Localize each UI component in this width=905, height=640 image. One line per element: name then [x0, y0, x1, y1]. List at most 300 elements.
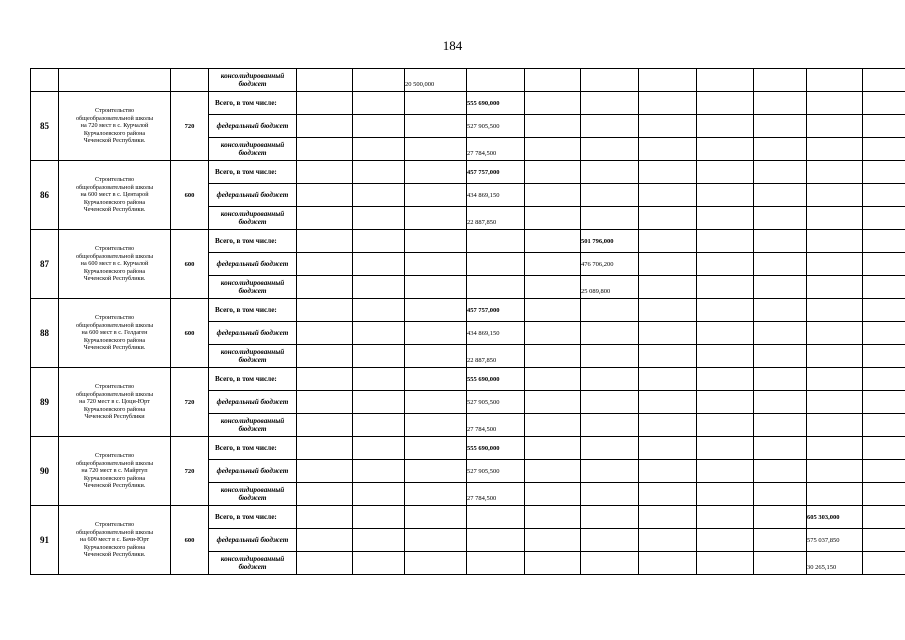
budget-label: консолидированный бюджет	[209, 138, 297, 161]
empty-cell	[697, 345, 754, 368]
empty-cell	[405, 437, 467, 460]
empty-cell	[353, 391, 405, 414]
empty-cell	[697, 92, 754, 115]
empty-cell	[863, 161, 905, 184]
empty-cell	[525, 483, 581, 506]
empty-cell	[581, 184, 639, 207]
empty-cell	[297, 391, 353, 414]
empty-cell	[405, 276, 467, 299]
empty-cell	[581, 138, 639, 161]
project-name-line: Курчалоевского района	[83, 267, 146, 275]
empty-cell	[405, 529, 467, 552]
project-name-line: Чеченской Республики.	[83, 275, 146, 283]
empty-cell	[863, 322, 905, 345]
project-name-line: Строительство	[94, 314, 135, 322]
empty-cell	[353, 299, 405, 322]
amount-cell: 22 887,850	[467, 345, 525, 368]
empty-cell	[697, 552, 754, 575]
budget-label: консолидированный бюджет	[209, 69, 297, 92]
empty-cell	[525, 299, 581, 322]
empty-cell	[697, 506, 754, 529]
project-name-line: общеобразовательной школы	[75, 252, 154, 260]
empty-cell	[697, 391, 754, 414]
project-name	[59, 368, 171, 437]
empty-cell	[697, 460, 754, 483]
empty-cell	[639, 368, 697, 391]
empty-cell	[807, 138, 863, 161]
empty-cell	[754, 299, 807, 322]
total-label: Всего, в том числе:	[209, 368, 297, 391]
empty-cell	[581, 437, 639, 460]
empty-cell	[525, 115, 581, 138]
budget-label: консолидированный бюджет	[209, 276, 297, 299]
empty-cell	[863, 276, 905, 299]
empty-cell	[807, 299, 863, 322]
empty-cell	[405, 483, 467, 506]
empty-cell	[405, 391, 467, 414]
capacity: 600	[171, 299, 209, 368]
empty-cell	[525, 69, 581, 92]
budget-label: федеральный бюджет	[209, 460, 297, 483]
amount-cell: 27 784,500	[467, 138, 525, 161]
empty-cell	[353, 184, 405, 207]
project-name-line: Курчалоевского района	[83, 543, 146, 551]
project-name-line: Курчалоевского района	[83, 336, 146, 344]
empty-cell	[405, 207, 467, 230]
empty-cell	[297, 230, 353, 253]
empty-cell	[405, 368, 467, 391]
empty-cell	[639, 253, 697, 276]
project-name-line: Курчалоевского района	[83, 198, 146, 206]
empty-cell	[353, 345, 405, 368]
table-row	[31, 299, 905, 322]
empty-cell	[639, 92, 697, 115]
empty-cell	[807, 460, 863, 483]
empty-cell	[353, 230, 405, 253]
empty-cell	[754, 391, 807, 414]
project-name-line: на 720 мест в с. Цоци-Юрт	[79, 398, 150, 406]
empty-cell	[754, 506, 807, 529]
project-name-line: общеобразовательной школы	[75, 321, 154, 329]
empty-cell	[863, 368, 905, 391]
empty-cell	[697, 138, 754, 161]
empty-cell	[754, 69, 807, 92]
amount-cell: 527 905,500	[467, 391, 525, 414]
capacity: 720	[171, 368, 209, 437]
empty-cell	[639, 299, 697, 322]
empty-cell	[405, 460, 467, 483]
empty-cell	[353, 322, 405, 345]
empty-cell	[863, 552, 905, 575]
empty-cell	[697, 299, 754, 322]
empty-cell	[353, 460, 405, 483]
empty-cell	[405, 230, 467, 253]
empty-cell	[581, 368, 639, 391]
empty-cell	[467, 253, 525, 276]
empty-cell	[171, 69, 209, 92]
project-name	[59, 161, 171, 230]
empty-cell	[525, 276, 581, 299]
project-name	[59, 92, 171, 161]
empty-cell	[581, 161, 639, 184]
empty-cell	[59, 69, 171, 92]
empty-cell	[581, 414, 639, 437]
empty-cell	[863, 391, 905, 414]
project-name-line: на 720 мест в с. Майртуп	[81, 467, 148, 475]
amount-cell: 20 500,000	[405, 69, 467, 92]
budget-table	[30, 68, 905, 575]
empty-cell	[405, 299, 467, 322]
empty-cell	[863, 483, 905, 506]
empty-cell	[863, 345, 905, 368]
capacity: 600	[171, 161, 209, 230]
empty-cell	[697, 253, 754, 276]
empty-cell	[525, 437, 581, 460]
project-name-line: на 600 мест в с. Курчалой	[80, 260, 149, 268]
project-name-line: общеобразовательной школы	[75, 183, 154, 191]
empty-cell	[525, 460, 581, 483]
project-name-line: на 720 мест в с. Курчалой	[80, 122, 149, 130]
empty-cell	[405, 138, 467, 161]
empty-cell	[297, 299, 353, 322]
total-label: Всего, в том числе:	[209, 506, 297, 529]
project-name-line: Строительство	[94, 383, 135, 391]
amount-cell: 27 784,500	[467, 414, 525, 437]
table-row	[31, 69, 905, 92]
empty-cell	[639, 529, 697, 552]
table-row	[31, 506, 905, 529]
empty-cell	[754, 414, 807, 437]
empty-cell	[807, 253, 863, 276]
project-name-line: Чеченской Республики	[84, 413, 145, 421]
empty-cell	[353, 276, 405, 299]
empty-cell	[807, 92, 863, 115]
empty-cell	[581, 506, 639, 529]
empty-cell	[297, 161, 353, 184]
empty-cell	[754, 529, 807, 552]
empty-cell	[525, 322, 581, 345]
empty-cell	[863, 460, 905, 483]
empty-cell	[297, 69, 353, 92]
amount-cell: 575 037,850	[807, 529, 863, 552]
empty-cell	[581, 207, 639, 230]
project-name	[59, 506, 171, 575]
empty-cell	[353, 138, 405, 161]
empty-cell	[525, 529, 581, 552]
amount-cell: 434 869,150	[467, 184, 525, 207]
project-name-line: на 600 мест в с. Гелдаген	[81, 329, 148, 337]
empty-cell	[754, 92, 807, 115]
project-name-line: Чеченской Республики.	[83, 482, 146, 490]
budget-label: консолидированный бюджет	[209, 552, 297, 575]
empty-cell	[525, 368, 581, 391]
project-name-line: на 600 мест в с. Центарой	[80, 191, 149, 199]
budget-label: федеральный бюджет	[209, 184, 297, 207]
empty-cell	[525, 92, 581, 115]
empty-cell	[754, 161, 807, 184]
amount-cell: 457 757,000	[467, 299, 525, 322]
empty-cell	[639, 391, 697, 414]
empty-cell	[353, 253, 405, 276]
empty-cell	[639, 276, 697, 299]
empty-cell	[297, 138, 353, 161]
project-number: 90	[31, 437, 59, 506]
empty-cell	[467, 506, 525, 529]
empty-cell	[353, 207, 405, 230]
empty-cell	[639, 460, 697, 483]
project-name-line: Строительство	[94, 176, 135, 184]
empty-cell	[754, 368, 807, 391]
empty-cell	[297, 253, 353, 276]
empty-cell	[863, 138, 905, 161]
empty-cell	[807, 276, 863, 299]
empty-cell	[639, 184, 697, 207]
empty-cell	[297, 322, 353, 345]
empty-cell	[807, 230, 863, 253]
empty-cell	[525, 414, 581, 437]
empty-cell	[297, 276, 353, 299]
empty-cell	[353, 414, 405, 437]
amount-cell: 476 706,200	[581, 253, 639, 276]
project-name-line: Курчалоевского района	[83, 474, 146, 482]
empty-cell	[525, 161, 581, 184]
empty-cell	[405, 253, 467, 276]
budget-label: федеральный бюджет	[209, 322, 297, 345]
empty-cell	[353, 506, 405, 529]
project-name-line: Курчалоевского района	[83, 129, 146, 137]
empty-cell	[467, 552, 525, 575]
empty-cell	[639, 69, 697, 92]
empty-cell	[639, 483, 697, 506]
empty-cell	[639, 414, 697, 437]
empty-cell	[581, 322, 639, 345]
table-body	[31, 69, 905, 575]
empty-cell	[353, 161, 405, 184]
empty-cell	[754, 345, 807, 368]
project-number: 91	[31, 506, 59, 575]
empty-cell	[754, 115, 807, 138]
empty-cell	[807, 368, 863, 391]
project-name-line: на 600 мест в с. Бачи-Юрт	[79, 536, 150, 544]
empty-cell	[405, 161, 467, 184]
empty-cell	[754, 230, 807, 253]
empty-cell	[297, 437, 353, 460]
empty-cell	[697, 276, 754, 299]
empty-cell	[525, 345, 581, 368]
amount-cell: 555 690,000	[467, 368, 525, 391]
empty-cell	[697, 529, 754, 552]
project-name	[59, 437, 171, 506]
project-number: 85	[31, 92, 59, 161]
empty-cell	[297, 368, 353, 391]
project-name-line: Строительство	[94, 452, 135, 460]
empty-cell	[754, 437, 807, 460]
empty-cell	[697, 437, 754, 460]
empty-cell	[697, 115, 754, 138]
empty-cell	[405, 552, 467, 575]
empty-cell	[754, 138, 807, 161]
empty-cell	[754, 460, 807, 483]
empty-cell	[754, 322, 807, 345]
empty-cell	[863, 184, 905, 207]
amount-cell: 25 089,800	[581, 276, 639, 299]
empty-cell	[697, 184, 754, 207]
empty-cell	[467, 276, 525, 299]
budget-label: консолидированный бюджет	[209, 345, 297, 368]
capacity: 720	[171, 92, 209, 161]
amount-cell: 527 905,500	[467, 460, 525, 483]
empty-cell	[581, 483, 639, 506]
empty-cell	[525, 253, 581, 276]
project-name-line: общеобразовательной школы	[75, 528, 154, 536]
amount-cell: 22 887,850	[467, 207, 525, 230]
empty-cell	[697, 161, 754, 184]
empty-cell	[353, 437, 405, 460]
empty-cell	[353, 529, 405, 552]
table-row	[31, 92, 905, 115]
total-label: Всего, в том числе:	[209, 437, 297, 460]
empty-cell	[525, 138, 581, 161]
empty-cell	[754, 207, 807, 230]
empty-cell	[297, 345, 353, 368]
empty-cell	[353, 552, 405, 575]
empty-cell	[807, 391, 863, 414]
table-row	[31, 437, 905, 460]
empty-cell	[863, 92, 905, 115]
page-number: 184	[442, 38, 463, 53]
empty-cell	[405, 345, 467, 368]
empty-cell	[807, 483, 863, 506]
empty-cell	[863, 253, 905, 276]
budget-label: федеральный бюджет	[209, 253, 297, 276]
project-name-line: Строительство	[94, 521, 135, 529]
empty-cell	[581, 92, 639, 115]
empty-cell	[863, 115, 905, 138]
empty-cell	[863, 230, 905, 253]
empty-cell	[405, 92, 467, 115]
empty-cell	[697, 414, 754, 437]
empty-cell	[807, 207, 863, 230]
budget-label: консолидированный бюджет	[209, 207, 297, 230]
empty-cell	[754, 276, 807, 299]
empty-cell	[639, 230, 697, 253]
empty-cell	[297, 207, 353, 230]
amount-cell: 555 690,000	[467, 92, 525, 115]
empty-cell	[581, 69, 639, 92]
project-name-line: общеобразовательной школы	[75, 459, 154, 467]
empty-cell	[297, 506, 353, 529]
total-label: Всего, в том числе:	[209, 92, 297, 115]
empty-cell	[525, 184, 581, 207]
total-label: Всего, в том числе:	[209, 161, 297, 184]
empty-cell	[697, 368, 754, 391]
empty-cell	[863, 414, 905, 437]
empty-cell	[754, 184, 807, 207]
empty-cell	[754, 253, 807, 276]
project-number: 86	[31, 161, 59, 230]
empty-cell	[639, 506, 697, 529]
budget-label: федеральный бюджет	[209, 391, 297, 414]
project-name-line: Чеченской Республики.	[83, 551, 146, 559]
empty-cell	[353, 483, 405, 506]
capacity: 600	[171, 506, 209, 575]
project-name-line: Чеченской Республики.	[83, 344, 146, 352]
empty-cell	[297, 483, 353, 506]
empty-cell	[405, 506, 467, 529]
empty-cell	[525, 506, 581, 529]
empty-cell	[639, 345, 697, 368]
empty-cell	[353, 92, 405, 115]
empty-cell	[639, 552, 697, 575]
total-label: Всего, в том числе:	[209, 299, 297, 322]
empty-cell	[31, 69, 59, 92]
amount-cell: 605 303,000	[807, 506, 863, 529]
empty-cell	[405, 184, 467, 207]
project-number: 88	[31, 299, 59, 368]
amount-cell: 30 265,150	[807, 552, 863, 575]
empty-cell	[467, 529, 525, 552]
empty-cell	[754, 483, 807, 506]
empty-cell	[297, 92, 353, 115]
capacity: 600	[171, 230, 209, 299]
project-name	[59, 230, 171, 299]
empty-cell	[405, 322, 467, 345]
empty-cell	[581, 529, 639, 552]
budget-label: консолидированный бюджет	[209, 483, 297, 506]
empty-cell	[467, 230, 525, 253]
budget-label: консолидированный бюджет	[209, 414, 297, 437]
project-name-line: Строительство	[94, 107, 135, 115]
empty-cell	[863, 529, 905, 552]
empty-cell	[807, 161, 863, 184]
project-name-line: Чеченской Республики.	[83, 206, 146, 214]
project-name-line: общеобразовательной школы	[75, 390, 154, 398]
empty-cell	[807, 115, 863, 138]
empty-cell	[697, 322, 754, 345]
amount-cell: 27 784,500	[467, 483, 525, 506]
amount-cell: 555 690,000	[467, 437, 525, 460]
empty-cell	[525, 207, 581, 230]
amount-cell: 457 757,000	[467, 161, 525, 184]
empty-cell	[297, 414, 353, 437]
project-name-line: Чеченской Республики.	[83, 137, 146, 145]
empty-cell	[581, 345, 639, 368]
empty-cell	[754, 552, 807, 575]
empty-cell	[353, 115, 405, 138]
empty-cell	[297, 460, 353, 483]
empty-cell	[297, 184, 353, 207]
empty-cell	[297, 529, 353, 552]
empty-cell	[639, 115, 697, 138]
project-number: 87	[31, 230, 59, 299]
empty-cell	[697, 230, 754, 253]
project-name-line: общеобразовательной школы	[75, 114, 154, 122]
empty-cell	[525, 552, 581, 575]
empty-cell	[525, 391, 581, 414]
table-row	[31, 161, 905, 184]
amount-cell: 527 905,500	[467, 115, 525, 138]
empty-cell	[697, 483, 754, 506]
empty-cell	[525, 230, 581, 253]
project-name	[59, 299, 171, 368]
project-name-line: Строительство	[94, 245, 135, 253]
empty-cell	[639, 322, 697, 345]
empty-cell	[807, 345, 863, 368]
empty-cell	[863, 437, 905, 460]
budget-label: федеральный бюджет	[209, 115, 297, 138]
empty-cell	[639, 161, 697, 184]
empty-cell	[807, 322, 863, 345]
